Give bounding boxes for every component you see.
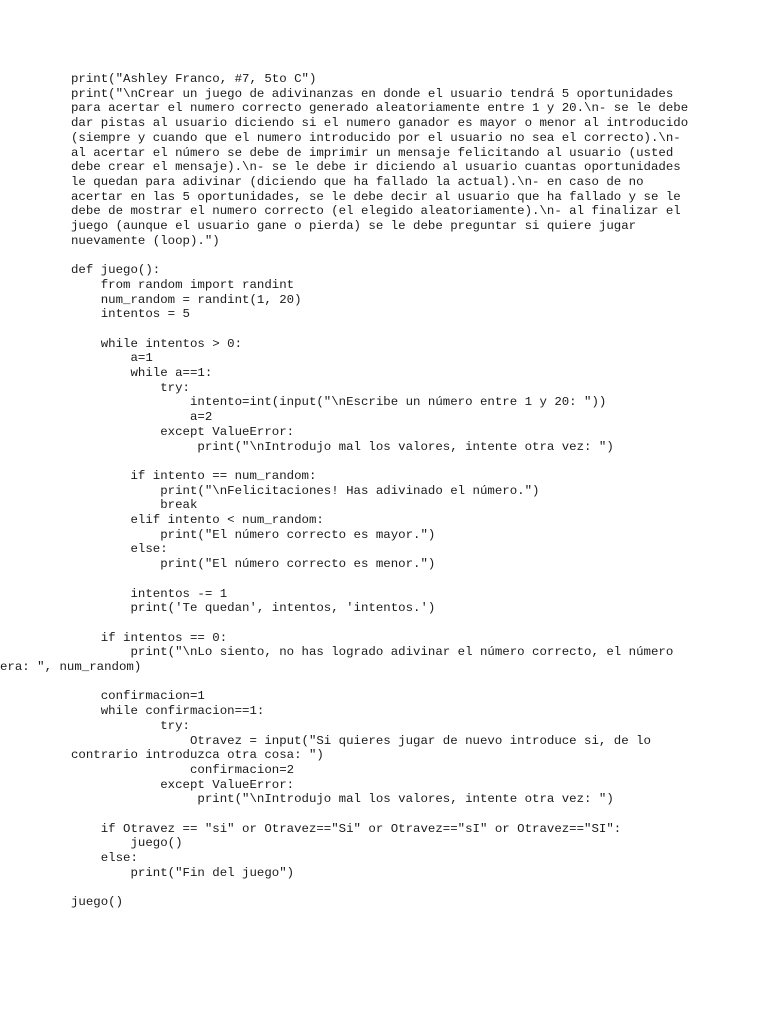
code-line: def juego(): — [71, 263, 161, 278]
code-line: (siempre y cuando que el numero introducido por el usuario no sea el correcto).\n- — [71, 130, 681, 145]
code-line: a=2 — [71, 410, 213, 425]
code-line: juego (aunque el usuario gane o pierda) se le debe preguntar si quiere jugar — [71, 219, 637, 234]
code-line: try: — [71, 380, 190, 395]
code-line: print("Ashley Franco, #7, 5to C") — [71, 72, 317, 86]
code-line: print("El número correcto es menor.") — [71, 557, 436, 572]
code-line: dar pistas al usuario diciendo si el numero ganador es mayor o menor al introducido — [71, 116, 689, 131]
code-line: le quedan para adivinar (diciendo que ha fallado la actual).\n- en caso de no — [71, 174, 644, 189]
blank-line — [71, 616, 711, 631]
code-line: confirmacion=1 — [71, 689, 205, 704]
code-line: num_random = randint(1, 20) — [71, 292, 302, 307]
code-line: while a==1: — [71, 366, 213, 381]
code-line: print("\nLo siento, no has logrado adivinar el número correcto, el número — [71, 645, 674, 660]
code-line: if Otravez == "si" or Otravez=="Si" or Otravez=="sI" or Otravez=="SI": — [71, 821, 622, 836]
code-line: print('Te quedan', intentos, 'intentos.') — [71, 601, 436, 616]
code-line: contrario introduzca otra cosa: ") — [71, 748, 324, 763]
code-line: al acertar el número se debe de imprimir un mensaje felicitando al usuario (usted — [71, 145, 674, 160]
code-listing — [0, 72, 711, 910]
code-line: era: ", num_random) — [0, 660, 142, 675]
code-line: intentos -= 1 — [71, 586, 228, 601]
code-line: if intentos == 0: — [71, 630, 228, 645]
code-line: from random import randint — [71, 277, 295, 292]
code-line: print("El número correcto es mayor.") — [71, 527, 436, 542]
code-line: break — [71, 498, 198, 513]
code-line: elif intento < num_random: — [71, 513, 324, 528]
code-line: except ValueError: — [71, 777, 295, 792]
code-line: debe de mostrar el numero correcto (el elegido aleatoriamente).\n- al finalizar el — [71, 204, 681, 219]
code-line: juego() — [71, 895, 124, 910]
code-line: debe crear el mensaje).\n- se le debe ir diciendo al usuario cuantas oportunidades — [71, 160, 681, 175]
code-line: print("\nIntrodujo mal los valores, intente otra vez: ") — [71, 792, 614, 807]
code-line: nuevamente (loop).") — [71, 233, 220, 248]
code-line: print("Fin del juego") — [71, 865, 295, 880]
code-line: print("\nIntrodujo mal los valores, intente otra vez: ") — [71, 439, 614, 454]
blank-line — [71, 572, 711, 587]
blank-line — [71, 454, 711, 469]
blank-line — [71, 322, 711, 337]
code-line: except ValueError: — [71, 424, 295, 439]
code-line: else: — [71, 851, 138, 866]
code-line: para acertar el numero correcto generado aleatoriamente entre 1 y 20.\n- se le debe — [71, 101, 689, 116]
code-line: print("\nFelicitaciones! Has adivinado el número.") — [71, 483, 540, 498]
code-line: else: — [71, 542, 168, 557]
code-line: acertar en las 5 oportunidades, se le debe decir al usuario que ha fallado y se le — [71, 189, 681, 204]
code-line: intento=int(input("\nEscribe un número entre 1 y 20: ")) — [71, 395, 607, 410]
blank-line — [71, 807, 711, 822]
code-line: confirmacion=2 — [71, 762, 295, 777]
code-line: a=1 — [71, 351, 153, 366]
blank-line — [71, 248, 711, 263]
code-line: intentos = 5 — [71, 307, 190, 322]
blank-line — [71, 881, 711, 896]
code-line: while confirmacion==1: — [71, 704, 265, 719]
code-line: while intentos > 0: — [71, 336, 243, 351]
code-line: if intento == num_random: — [71, 468, 317, 483]
code-line: try: — [71, 718, 190, 733]
blank-line — [71, 675, 711, 690]
code-line: Otravez = input("Si quieres jugar de nuevo introduce si, de lo — [71, 733, 651, 748]
code-line: print("\nCrear un juego de adivinanzas en donde el usuario tendrá 5 oportunidades — [71, 86, 674, 101]
code-line: juego() — [71, 836, 183, 851]
